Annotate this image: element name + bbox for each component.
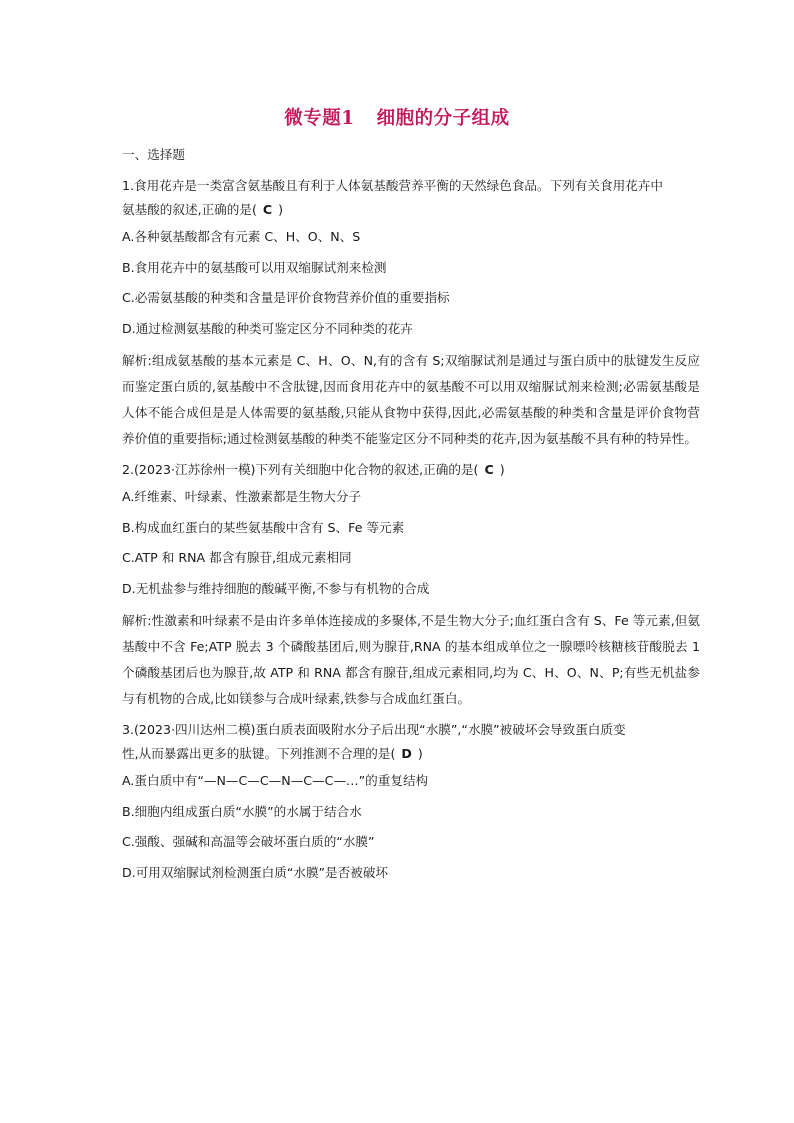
option-c: C.ATP 和 RNA 都含有腺苷,组成元素相同 bbox=[122, 550, 352, 565]
title-topic-number: 微专题1 bbox=[284, 108, 355, 129]
option-d: D.无机盐参与维持细胞的酸碱平衡,不参与有机物的合成 bbox=[122, 580, 430, 596]
title-topic-name: 细胞的分子组成 bbox=[376, 108, 510, 129]
option-c: C.必需氨基酸的种类和含量是评价食物营养价值的重要指标 bbox=[122, 290, 450, 305]
analysis: 解析:组成氨基酸的基本元素是 C、H、O、N,有的含有 S;双缩脲试剂是通过与蛋白质中的肽键发生反应而鉴定蛋白质的,氨基酸中不含肽键,因而食用花卉中的氨基酸不可以用双缩脲试剂来检测;必需氨基酸是人体不能合成但是是人体需要的氨基酸,只能从食物中获得,因此,必需氨基酸的种类和含量是评价食物营养价值的重要指标;通过检测氨基酸的种类不能鉴定区分不同种类的花卉,因为氨基酸不具有种的特异性。 bbox=[122, 353, 700, 446]
question-2 bbox=[122, 458, 700, 712]
question-stem: 2.(2023·江苏徐州一模)下列有关细胞中化合物的叙述,正确的是( C ) bbox=[122, 458, 700, 482]
question-3 bbox=[122, 718, 700, 888]
question-stem: 3.(2023·四川达州二模)蛋白质表面吸附水分子后出现“水膜”,“水膜”被破坏会导致蛋白质变 bbox=[122, 722, 626, 737]
question-list bbox=[122, 144, 700, 888]
option-a: A.各种氨基酸都含有元素 C、H、O、N、S bbox=[122, 229, 361, 244]
option-b: B.构成血红蛋白的某些氨基酸中含有 S、Fe 等元素 bbox=[122, 519, 405, 535]
option-d: D.通过检测氨基酸的种类可鉴定区分不同种类的花卉 bbox=[122, 320, 413, 336]
option-a: A.纤维素、叶绿素、性激素都是生物大分子 bbox=[122, 489, 362, 504]
page-title bbox=[0, 104, 794, 130]
question-stem-cont: 性,从而暴露出更多的肽键。下列推测不合理的是( D ) bbox=[122, 742, 700, 766]
option-b: B.食用花卉中的氨基酸可以用双缩脲试剂来检测 bbox=[122, 259, 387, 275]
option-d: D.可用双缩脲试剂检测蛋白质“水膜”是否被破坏 bbox=[122, 864, 389, 880]
analysis: 解析:性激素和叶绿素不是由许多单体连接成的多聚体,不是生物大分子;血红蛋白含有 S、Fe 等元素,但氨基酸中不含 Fe;ATP 脱去 3 个磷酸基团后,则为腺苷,RNA 的基本组成单位之一腺嘌呤核糖核苷酸脱去 1 个磷酸基团后也为腺苷,故 ATP 和 RNA 都含有腺苷,组成元素相同,均为 C、H、O、N、P;有些无机盐参与有机物的合成,比如镁参与合成叶绿素,铁参与合成血红蛋白。 bbox=[122, 613, 700, 706]
answer-letter: D bbox=[401, 746, 412, 761]
answer-letter: C bbox=[262, 202, 273, 217]
option-b: B.细胞内组成蛋白质“水膜”的水属于结合水 bbox=[122, 803, 362, 819]
option-c: C.强酸、强碱和高温等会破坏蛋白质的“水膜” bbox=[122, 834, 375, 849]
question-stem: 1.食用花卉是一类富含氨基酸且有利于人体氨基酸营养平衡的天然绿色食品。下列有关食用花卉中 bbox=[122, 178, 663, 193]
question-1 bbox=[122, 174, 700, 452]
section-heading: 一、选择题 bbox=[122, 147, 185, 162]
option-a: A.蛋白质中有“—N—C—C—N—C—C—…”的重复结构 bbox=[122, 773, 429, 788]
answer-letter: C bbox=[484, 462, 494, 477]
question-stem-cont: 氨基酸的叙述,正确的是( C ) bbox=[122, 198, 700, 222]
